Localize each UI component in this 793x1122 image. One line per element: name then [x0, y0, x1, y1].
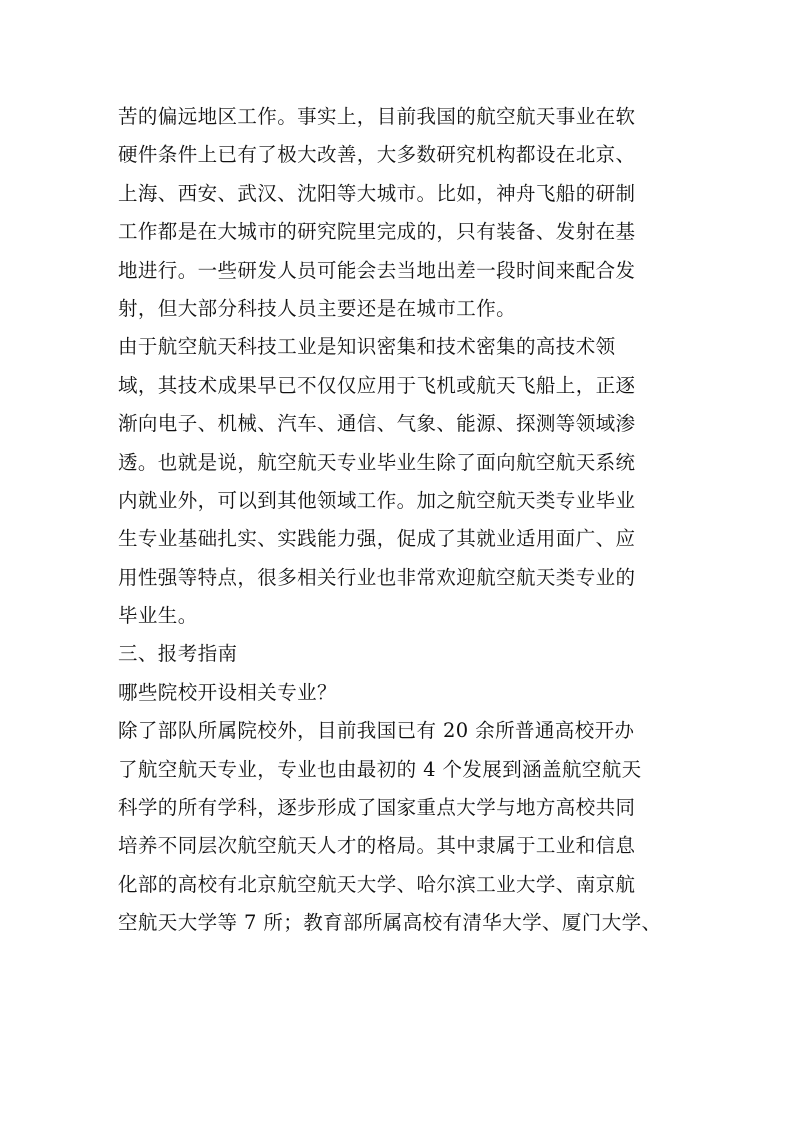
- text-line: 上海、西安、武汉、沈阳等大城市。比如，神舟飞船的研制: [118, 181, 636, 205]
- text-line: 用性强等特点，很多相关行业也非常欢迎航空航天类专业的: [118, 565, 636, 589]
- text-line: 生专业基础扎实、实践能力强，促成了其就业适用面广、应: [118, 527, 636, 551]
- text-line: 内就业外，可以到其他领域工作。加之航空航天类专业毕业: [118, 488, 636, 512]
- document-body: [118, 98, 678, 943]
- text-line: 培养不同层次航空航天人才的格局。其中隶属于工业和信息: [118, 834, 636, 858]
- text-line: 射，但大部分科技人员主要还是在城市工作。: [118, 296, 517, 320]
- text-line: 透。也就是说，航空航天专业毕业生除了面向航空航天系统: [118, 450, 636, 474]
- text-line: 渐向电子、机械、汽车、通信、气象、能源、探测等领域渗: [118, 412, 636, 436]
- text-line: 硬件条件上已有了极大改善，大多数研究机构都设在北京、: [118, 143, 636, 167]
- text-line: 化部的高校有北京航空航天大学、哈尔滨工业大学、南京航: [118, 872, 636, 896]
- text-line: 毕业生。: [118, 604, 198, 628]
- text-line: 域，其技术成果早已不仅仅应用于飞机或航天飞船上，正逐: [118, 373, 636, 397]
- text-line: 工作都是在大城市的研究院里完成的，只有装备、发射在基: [118, 220, 636, 244]
- text-line: 科学的所有学科，逐步形成了国家重点大学与地方高校共同: [118, 796, 636, 820]
- text-line: 苦的偏远地区工作。事实上，目前我国的航空航天事业在软: [118, 105, 636, 128]
- section-heading: 三、报考指南: [118, 642, 238, 666]
- text-line: 空航天大学等 7 所；教育部所属高校有清华大学、厦门大学、: [118, 911, 662, 935]
- text-line: 了航空航天专业，专业也由最初的 4 个发展到涵盖航空航天: [118, 757, 642, 781]
- text-line: 由于航空航天科技工业是知识密集和技术密集的高技术领: [118, 335, 616, 359]
- text-line: 除了部队所属院校外，目前我国已有 20 余所普通高校开办: [118, 719, 635, 743]
- text-line: 地进行。一些研发人员可能会去当地出差一段时间来配合发: [118, 258, 636, 282]
- question-heading: 哪些院校开设相关专业？: [118, 680, 337, 704]
